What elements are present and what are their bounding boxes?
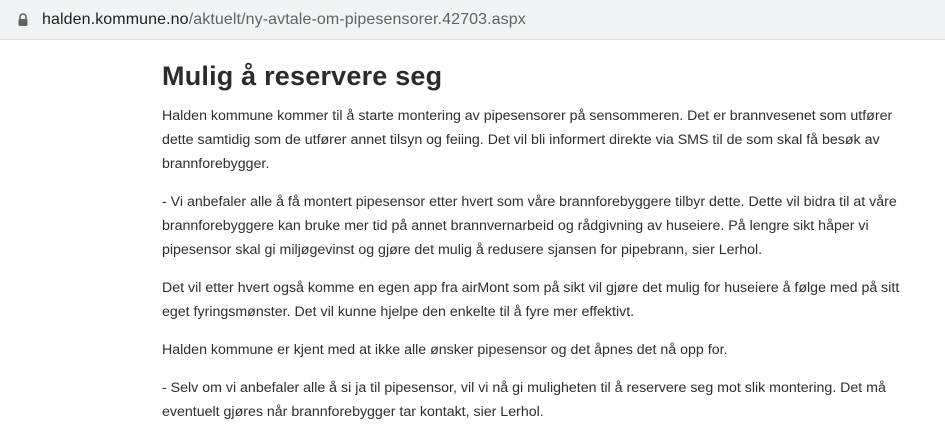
article-content (162, 40, 922, 424)
browser-address-bar (0, 0, 945, 40)
article-paragraph: - Vi anbefaler alle å få montert pipesensor etter hvert som våre brannforebyggere tilbyr dette. Dette vil bidra til at våre brannforebyggere kan bruke mer tid på annet brannvernarbeid og rådgivning av huseiere. På lengre sikt håper vi pipesensor skal gi miljøgevinst og gjøre det mulig å redusere sjansen for pipebrann, sier Lerhol. (162, 194, 897, 258)
url-text[interactable] (42, 11, 526, 29)
url-path: /aktuelt/ny-avtale-om-pipesensorer.42703.aspx (188, 11, 526, 28)
article-paragraph: Halden kommune er kjent med at ikke alle ønsker pipesensor og det åpnes det nå opp for. (162, 342, 728, 358)
omnibox[interactable] (4, 4, 945, 36)
article-paragraph: Halden kommune kommer til å starte montering av pipesensorer på sensommeren. Det er brannvesenet som utfører dette samtidig som de utfører annet tilsyn og feiing. Det vil bli informert direkte via SMS til de som skal få besøk av brannforebygger. (162, 108, 893, 172)
article-paragraph: Det vil etter hvert også komme en egen app fra airMont som på sikt vil gjøre det mulig for huseiere å følge med på sitt eget fyringsmønster. Det vil kunne hjelpe den enkelte til å fyre mer effektivt. (162, 280, 900, 320)
article-title: Mulig å reservere seg (162, 61, 443, 91)
url-domain: halden.kommune.no (42, 11, 189, 28)
lock-icon[interactable] (12, 9, 34, 31)
article-paragraph: - Selv om vi anbefaler alle å si ja til pipesensor, vil vi nå gi muligheten til å reservere seg mot slik montering. Det må eventuelt gjøres når brannforebygger tar kontakt, sier Lerhol. (162, 380, 886, 420)
